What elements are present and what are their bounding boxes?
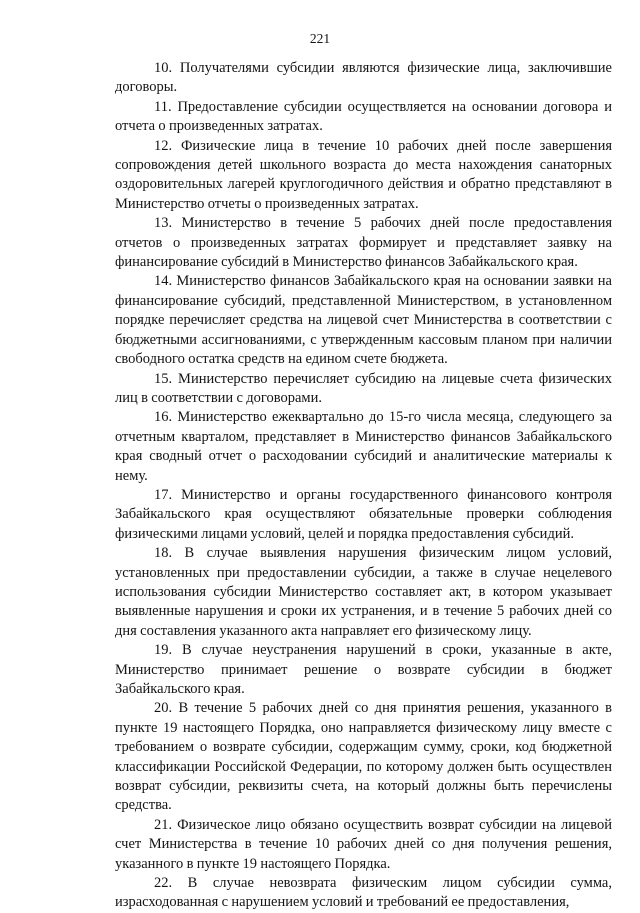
paragraph-18: 18. В случае выявления нарушения физическим лицом условий, установленных при предоставлении субсидии, а также в случае нецелевого использования субсидии Министерство составляет акт, в котором указывает выявленные нарушения и сроки их устранения, и в течение 5 рабочих дней со дня составления указанного акта направляет его физическому лицу. [115,545,612,639]
paragraph-19: 19. В случае неустранения нарушений в сроки, указанные в акте, Министерство принимает решение о возврате субсидии в бюджет Забайкальского края. [115,642,612,697]
paragraph-15: 15. Министерство перечисляет субсидию на лицевые счета физических лиц в соответствии с договорами. [115,370,612,406]
paragraph-14: 14. Министерство финансов Забайкальского края на основании заявки на финансирование субсидий, представленной Министерством, в установленном порядке перечисляет средства на лицевой счет Министерства в соответствии с бюджетными ассигнованиями, с утвержденным кассовым планом при наличии свободного остатка средств на едином счете бюджета. [115,273,612,368]
paragraph-16: 16. Министерство ежеквартально до 15-го числа месяца, следующего за отчетным кварталом, представляет в Министерство финансов Забайкальского края сводный отчет о расходовании субсидий и аналитические материалы к нему. [115,409,612,484]
page-number: 221 [309,31,331,46]
paragraph-20: 20. В течение 5 рабочих дней со дня принятия решения, указанного в пункте 19 настоящего Порядка, оно направляется физическому лицу вместе с требованием о возврате субсидии, содержащим сумму, сроки, код бюджетной классификации Российской Федерации, по которому должен быть осуществлен возврат субсидии, реквизиты счета, на который должны быть перечислены средства. [115,700,612,814]
paragraph-12: 12. Физические лица в течение 10 рабочих дней после завершения сопровождения детей школьного возраста до места нахождения санаторных оздоровительных лагерей круглогодичного действия и обратно представляют в Министерство отчеты о произведенных затратах. [115,137,612,212]
paragraph-22: 22. В случае невозврата физическим лицом субсидии сумма, израсходованная с нарушением условий и требований ее предоставления, [115,875,612,911]
paragraph-21: 21. Физическое лицо обязано осуществить возврат субсидии на лицевой счет Министерства в течение 10 рабочих дней со дня получения решения, указанного в пункте 19 настоящего Порядка. [115,816,612,872]
paragraph-10: 10. Получателями субсидии являются физические лица, заключившие договоры. [115,60,612,96]
paragraph-17: 17. Министерство и органы государственного финансового контроля Забайкальского края осуществляют обязательные проверки соблюдения физическими лицами условий, целей и порядка предоставления субсидий. [115,486,612,542]
document-body [115,59,612,913]
paragraph-11: 11. Предоставление субсидии осуществляется на основании договора и отчета о произведенных затратах. [115,98,612,135]
paragraph-13: 13. Министерство в течение 5 рабочих дней после предоставления отчетов о произведенных затратах формирует и представляет заявку на финансирование субсидий в Министерство финансов Забайкальского края. [115,215,612,271]
